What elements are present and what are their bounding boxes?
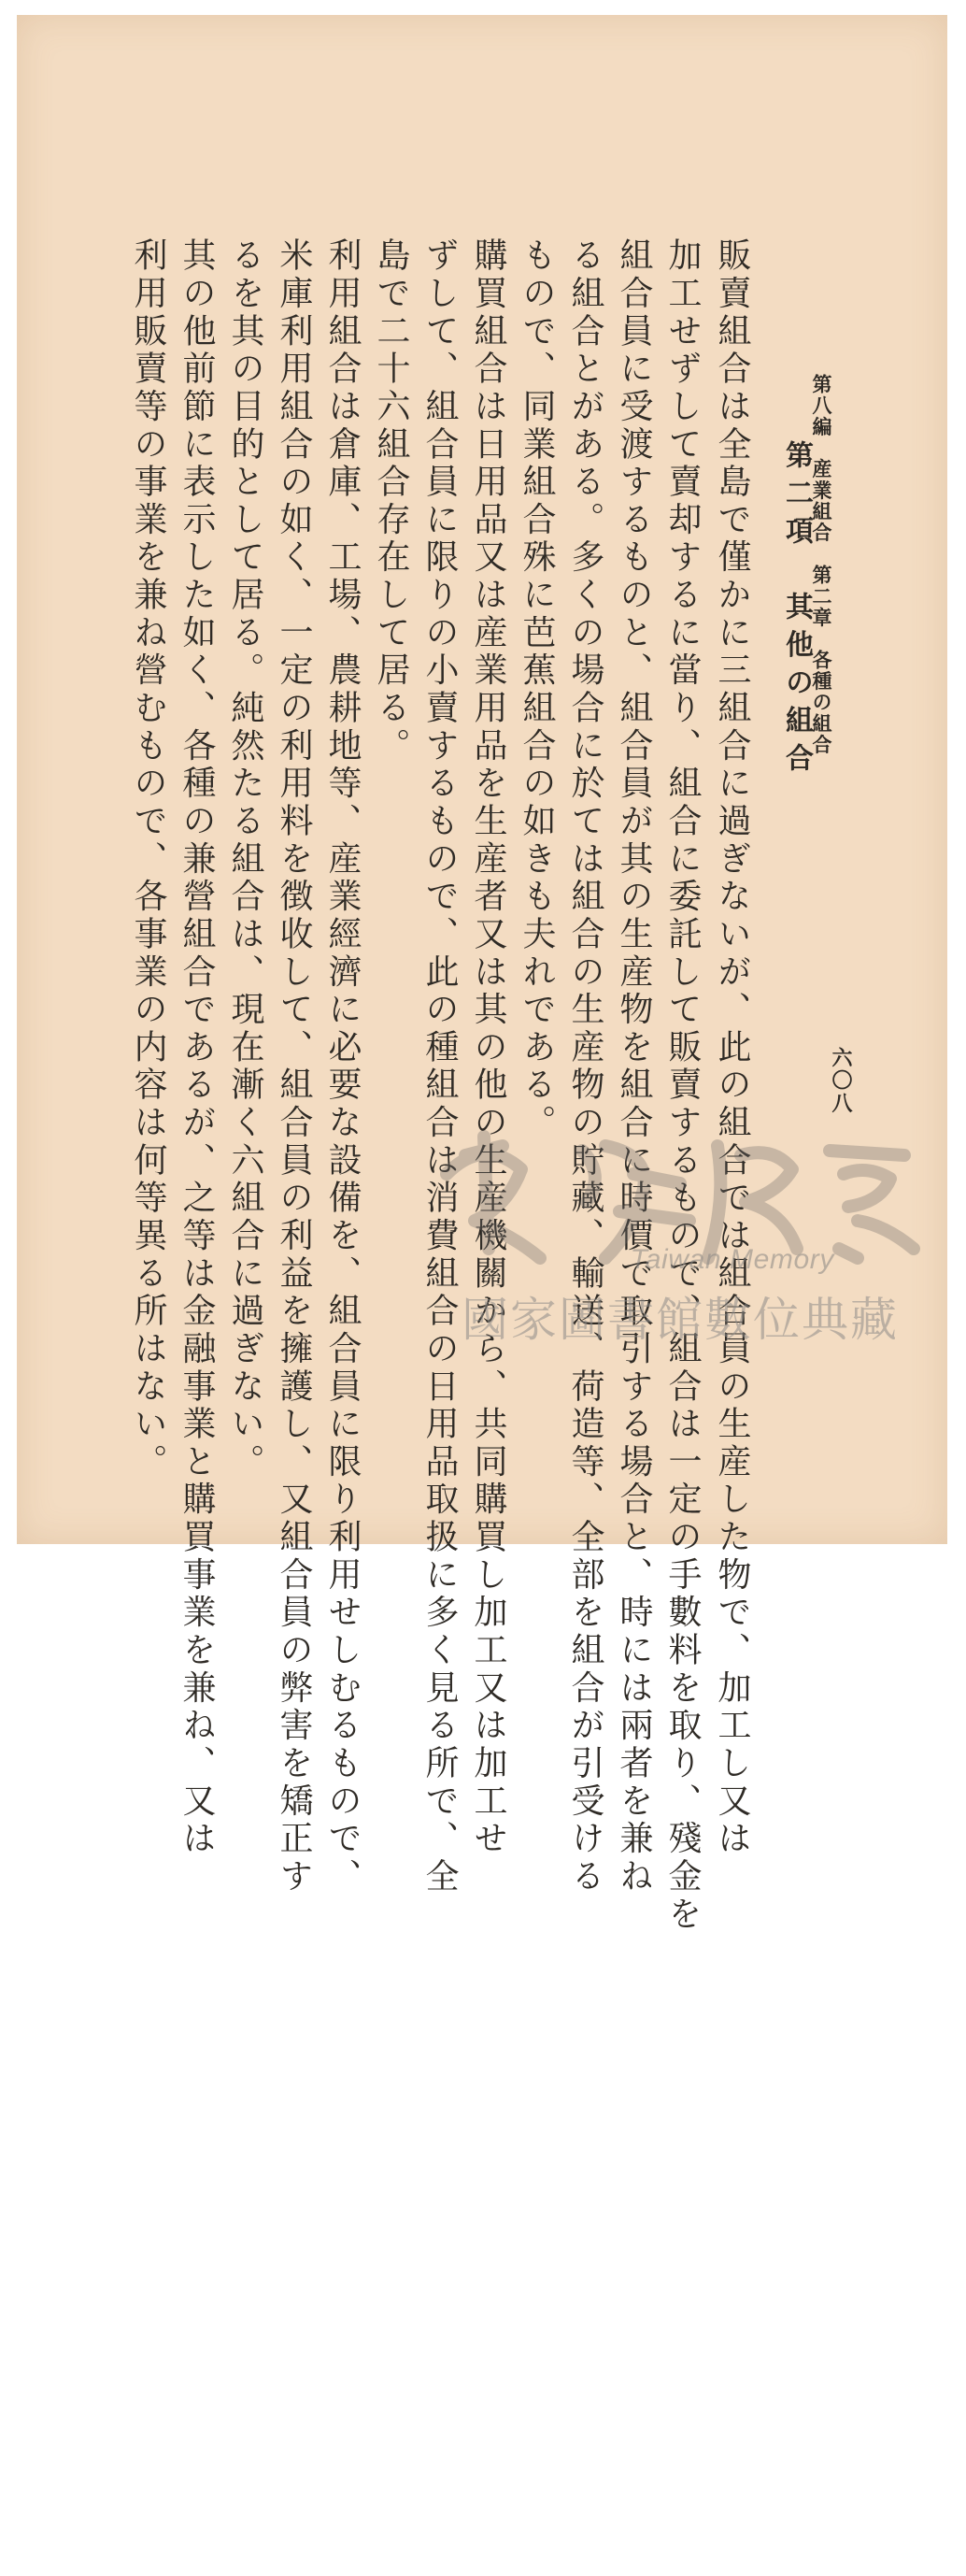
watermark-chinese: 國家圖書館數位典藏	[462, 1293, 899, 1347]
page-number: 六〇八	[829, 1047, 853, 1115]
body-column-13: 利用販賣等の事業を兼ね營むもので、各事業の内容は何等異る所はない。	[129, 237, 167, 1481]
watermark-english: Taiwan Memory	[630, 1244, 834, 1275]
body-column-4: る組合とがある。多くの場合に於ては組合の生産物の貯藏、輸送、荷造等、全部を組合が引受ける	[566, 237, 604, 1896]
running-header: 第八編 産業組合 第二章 各種の組合	[810, 374, 833, 756]
book-page	[17, 15, 947, 1934]
body-column-11: るを其の目的として居る。純然たる組合は、現在漸く六組合に過ぎない。	[226, 237, 264, 1481]
body-column-3: 組合員に受渡するものと、組合員が其の生産物を組合に時價で取引する場合と、時には兩者を兼ね	[615, 237, 653, 1896]
body-column-10: 米庫利用組合の如く、一定の利用料を徴收して、組合員の利益を擁護し、又組合員の弊害を矯正す	[275, 237, 313, 1896]
body-column-5: もので、同業組合殊に芭蕉組合の如きも夫れである。	[518, 237, 556, 1142]
body-column-1: 販賣組合は全島で僅かに三組合に過ぎないが、此の組合では組合員の生産した物で、加工し又は	[713, 237, 751, 1858]
body-column-6: 購買組合は日用品又は産業用品を生産者又は其の他の生産機關から、共同購買し加工又は加工せ	[469, 237, 507, 1858]
body-column-9: 利用組合は倉庫、工場、農耕地等、産業經濟に必要な設備を、組合員に限り利用せしむるもので、	[323, 237, 362, 1896]
section-title: 第二項 其他の組合	[780, 440, 813, 781]
body-column-12: 其の他前節に表示した如く、各種の兼營組合であるが、之等は金融事業と購買事業を兼ね、又は	[178, 237, 216, 1858]
body-column-7: ずして、組合員に限りの小賣するもので、此の種組合は消費組合の日用品取扱に多く見る所で、全	[420, 237, 459, 1896]
body-column-2: 加工せずして賣却するに當り、組合に委託して販賣するもので、組合は一定の手數料を取り、殘金を	[663, 237, 702, 1934]
body-column-8: 島で二十六組合存在して居る。	[372, 237, 410, 766]
library-watermark	[419, 1118, 942, 1361]
